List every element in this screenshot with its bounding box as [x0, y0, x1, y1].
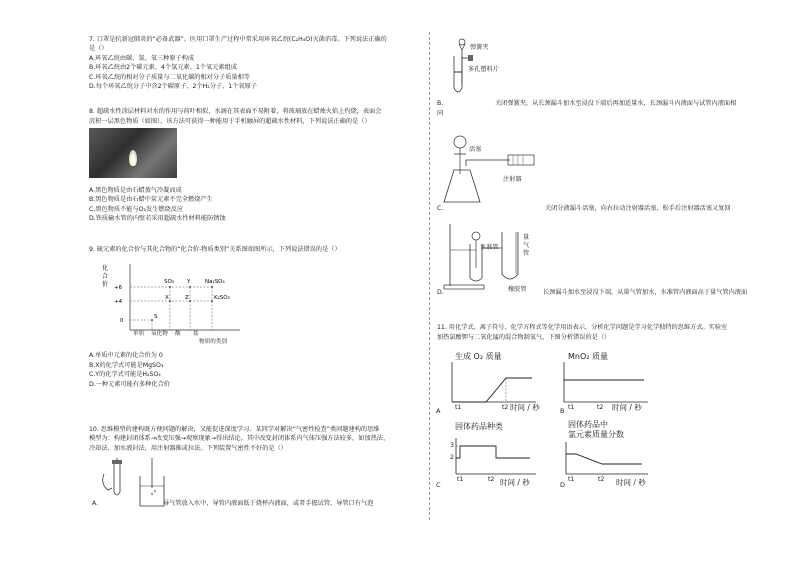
point-k2so3: K₂SO₃: [214, 295, 230, 301]
graph-d-ylabel-2: 氯元素质量分数: [568, 430, 624, 439]
q10-option-c-text: 关闭分液漏斗活塞，向右拉动注射器活塞，松手后注射器活塞又复回: [545, 205, 731, 212]
graph-b: [562, 358, 652, 408]
graph-c-ylabel: 固体药品种类: [455, 422, 503, 431]
label-gas-1: 量: [523, 234, 530, 241]
hand-icon: [103, 474, 112, 490]
syringe: [508, 155, 534, 165]
graph-d-curve: [566, 454, 642, 464]
point-na2so4: Na₂SO₄: [205, 279, 225, 285]
q10-option-a-label[interactable]: A.: [92, 500, 99, 507]
q11-option-d[interactable]: D: [560, 481, 566, 489]
q10-option-b-text: 关闭弹簧夹，从长颈漏斗加水至浸没下端后再加适量水，长颈漏斗内液面与试管内液面相: [495, 100, 737, 107]
q7-option-d[interactable]: D.每个环氧乙烷分子中含2个碳原子、2个H₂分子、1个氧原子: [89, 83, 257, 90]
graph-c-t2: t2: [488, 476, 495, 483]
graph-c-y2: 2: [450, 454, 454, 461]
q8-option-d[interactable]: D.铁质输水管的内壁若采用超疏水性材料能防锈蚀: [89, 215, 226, 222]
q11-stem: 11. 用化学式、离子符号、化学方程式等化学用语表示，分析化学问题是学习化学独特的思维方式。实验室: [437, 324, 728, 331]
q9-stem: 9. 硫元素的化合价与其化合物的“化合价-物质类别”关系图如图所示，下列说法错误的是（）: [89, 246, 341, 253]
graph-b-xlabel: 时间 / 秒: [612, 403, 642, 412]
graph-a-t2: t2: [502, 404, 509, 411]
q8-option-a[interactable]: A.黑色物质是由石蜡蒸气冷凝而成: [89, 187, 182, 194]
graph-b-t1: t1: [568, 404, 575, 411]
q9-option-b[interactable]: B.X的化学式可能是MgSO₃: [89, 362, 164, 369]
test-tube-b: [454, 56, 462, 92]
label-syringe: 注射器: [503, 176, 522, 183]
q11-stem-2: 加热氯酸钾与二氧化锰的混合物制氧气，下图分析错误的是（）: [437, 334, 611, 341]
candle-flame-icon: [129, 150, 137, 166]
q7-option-c[interactable]: C.环氧乙烷的相对分子质量与二氧化碳的相对分子质量相等: [89, 74, 250, 81]
q10-option-d-label[interactable]: D.: [437, 289, 444, 296]
graph-b-t2: t2: [597, 404, 604, 411]
xcat-salt: 盐: [193, 331, 199, 337]
label-porous-plate: 多孔塑料片: [468, 66, 499, 73]
xcat-acid: 酸: [175, 331, 181, 337]
q7-option-b[interactable]: B.环氧乙烷由2个碳元素、4个氢元素、1个氧元素组成: [89, 64, 237, 71]
y-label-2: 合: [102, 273, 109, 280]
stopper: [112, 460, 122, 464]
label-gas-3: 管: [523, 250, 530, 257]
graph-a-curve: [452, 378, 532, 402]
graph-c-y3: 3: [450, 442, 454, 449]
graph-b-ylabel: MnO₂ 质量: [568, 352, 609, 361]
delivery-tube: [117, 458, 152, 488]
q8-option-b[interactable]: B.黑色物质是由石蜡中炭元素不完全燃烧产生: [89, 196, 213, 203]
rubber-tube: [502, 232, 518, 279]
ytick-zero: 0: [120, 318, 124, 324]
xcat-oxide: 氧化物: [151, 331, 168, 337]
clamp-icon: [468, 55, 473, 61]
q10-stem-3: 冷却法、加水液封法、用注射器推或拉法。下列装置气密性不好的是（）: [89, 445, 287, 452]
label-stopcock: 活塞: [469, 146, 482, 153]
q9-valence-chart: [100, 260, 250, 340]
graph-d-xlabel: 时间 / 秒: [616, 478, 646, 487]
y-label-1: 化: [102, 265, 109, 272]
graph-a-t1: t1: [455, 404, 462, 411]
graph-a-xlabel: 时间 / 秒: [510, 403, 540, 412]
q10-option-d-text: 长颈漏斗加水至浸没下端，从量气管加水，水准管内液面高于量气管内液面: [543, 289, 748, 296]
q11-option-c[interactable]: C: [436, 481, 441, 489]
point-x: X: [165, 295, 169, 301]
graph-c-curve: [456, 446, 530, 458]
graph-d-t1: t1: [568, 476, 575, 483]
y-label-3: 价: [102, 281, 109, 288]
label-gas-2: 气: [523, 242, 530, 249]
q10-stem: 10. 思维模型的建构既方便问题的解决，又能促进深度学习。某同学对解决“气密性检查”类问题建构的思维: [89, 426, 380, 433]
label-clamp: 弹簧夹: [470, 44, 489, 51]
graph-a-ylabel: 生成 O₂ 质量: [455, 352, 502, 361]
q8-stem-2: 沉积一层黑色物质（如图），该方法可获得一种能用于手机触屏的超疏水性材料，下列说法正确的是（）: [89, 118, 371, 125]
q11-option-b[interactable]: B: [560, 407, 565, 415]
x-axis-label: 物质的类别: [199, 339, 227, 345]
point-z: Z: [185, 295, 189, 301]
q9-option-c[interactable]: C.Y的化学式可能是H₂SO₄: [89, 371, 161, 378]
q11-option-a[interactable]: A: [436, 407, 441, 415]
graph-d-ylabel: 固体药品中: [568, 420, 608, 429]
test-tube: [114, 462, 120, 495]
q10-apparatus-a: [100, 458, 170, 510]
q8-stem: 8. 超疏水性涂层材料对水的作用与荷叶相似，水滴在其表面不易附着，将玻璃放在蜡烛火焰上灼烧，表面会: [89, 108, 382, 115]
graph-c-t1: t1: [457, 476, 464, 483]
graph-c: [450, 434, 540, 480]
point-s: S: [154, 314, 158, 320]
graph-c-xlabel: 时间 / 秒: [500, 478, 530, 487]
q9-option-a[interactable]: A.单质中元素的化合价为 0: [89, 352, 163, 359]
ytick-plus4: +4: [114, 299, 123, 305]
ytick-plus6: +6: [114, 285, 123, 291]
label-level-tube: 水准管: [480, 244, 499, 251]
graph-a: [450, 358, 540, 408]
q10-option-a-text: 导气管放入水中，导管内液面低于烧杯内液面，或者手握试管，导管口有气泡: [163, 500, 374, 507]
q7-stem-2: 是（）: [89, 45, 108, 52]
xcat-element: 单质: [133, 331, 145, 337]
q7-stem: 7. 口罩是抗新冠肺炎的“必备武器”。医用口罩生产过程中常采用环氧乙烷(C₂H₄O)灭菌消毒。下列说法正确的: [89, 36, 387, 43]
label-rubber-tube: 橡胶管: [508, 286, 527, 293]
long-neck-funnel: [472, 232, 480, 240]
apparatus-c: [440, 134, 540, 210]
q7-option-a[interactable]: A.环氧乙烷由碳、氢、氧三种原子构成: [89, 55, 195, 62]
point-y: Y: [187, 279, 191, 285]
graph-d-t2: t2: [598, 476, 605, 483]
column-divider: [429, 32, 430, 520]
q8-option-c[interactable]: C.黑色物质不能与O₂发生燃烧反应: [89, 206, 184, 213]
q10-option-b-text-2: 同: [437, 110, 444, 117]
point-so3: SO₃: [164, 279, 175, 285]
q10-stem-2: 模型为：构建封闭体系→改变压强→观察现象→得出结论。其中改变封闭体系内气体压强方法较多，如加热法、: [89, 435, 390, 442]
graph-d: [562, 440, 652, 480]
q10-option-b-label[interactable]: B.: [437, 100, 444, 107]
candle-glass-photo: [89, 128, 177, 178]
q9-option-d[interactable]: D.一种元素可能有多种化合价: [89, 381, 170, 388]
conical-flask: [444, 170, 480, 202]
q10-option-c-label[interactable]: C.: [437, 205, 444, 212]
separatory-funnel: [454, 136, 466, 148]
